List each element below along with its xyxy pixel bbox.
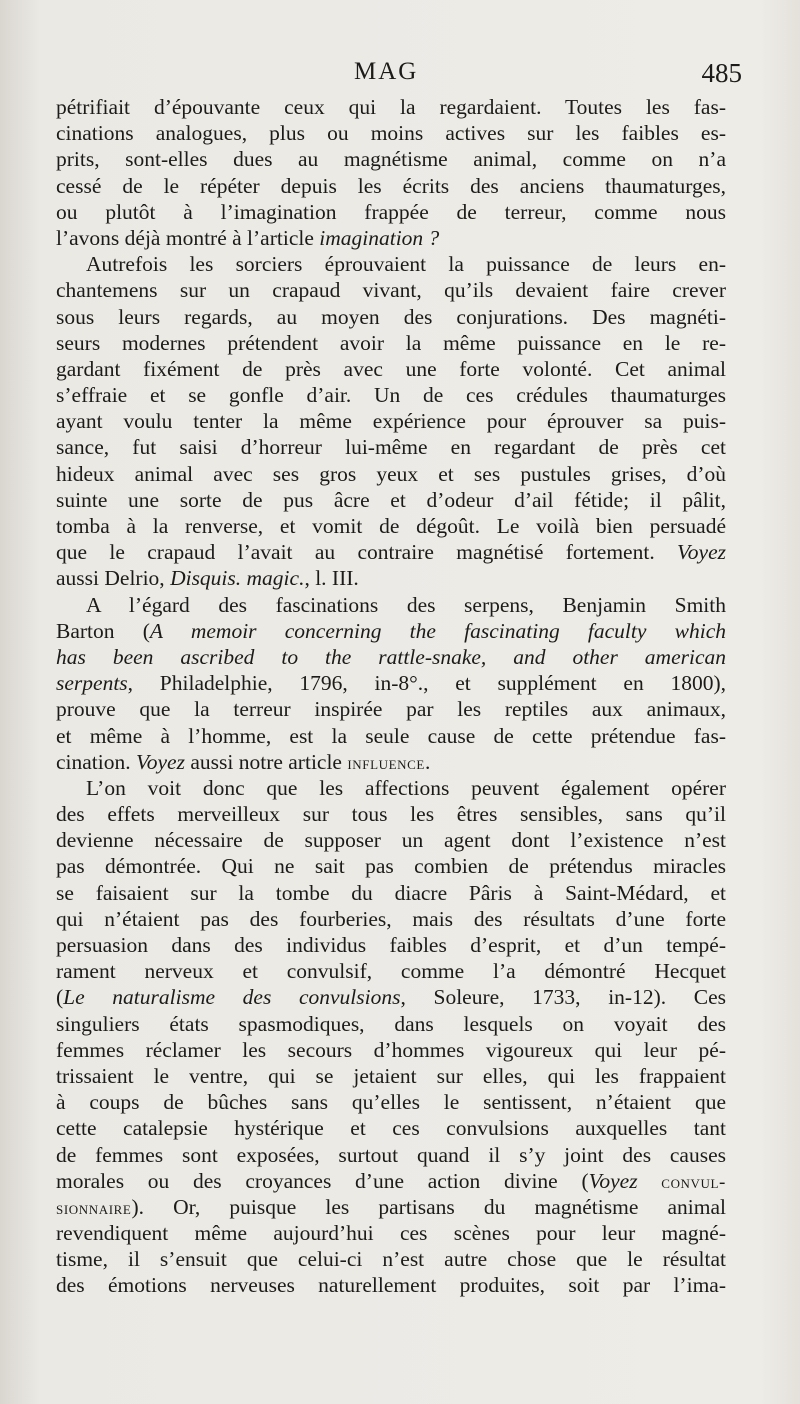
text-run: l’avons déjà montré à l’article	[56, 225, 320, 250]
text-run: L’on voit donc que les affections peuvent également opérer	[86, 775, 726, 800]
italic-text: Voyez	[677, 540, 726, 565]
small-caps-text: sionnaire	[56, 1197, 132, 1219]
text-line	[56, 644, 726, 670]
body-text	[56, 94, 726, 1299]
text-line	[56, 434, 726, 460]
text-line	[56, 958, 726, 984]
text-run: cination.	[56, 749, 137, 774]
text-line	[56, 565, 726, 591]
text-run: ou plutôt à l’imagination frappée de terreur, comme nous	[56, 199, 726, 224]
text-run: , Philadelphie, 1796, in-8°., et supplément en 1800),	[127, 671, 726, 696]
text-line	[56, 94, 726, 120]
text-line	[56, 1037, 726, 1063]
italic-text: Le naturalisme des convulsions	[63, 985, 401, 1010]
text-line	[56, 330, 726, 356]
italic-text: imagination ?	[319, 225, 440, 250]
running-head	[0, 58, 800, 94]
text-run: ayant voulu tenter la même expérience pour éprouver sa puis-	[56, 409, 726, 434]
text-line	[56, 1089, 726, 1115]
text-line	[56, 487, 726, 513]
text-line	[56, 723, 726, 749]
text-line	[56, 906, 726, 932]
text-run: cinations analogues, plus ou moins actives sur les faibles es-	[56, 121, 726, 146]
text-line	[56, 277, 726, 303]
text-run: seurs modernes prétendent avoir la même puissance en le re-	[56, 330, 726, 355]
italic-text: Voyez	[136, 749, 185, 774]
text-run: Barton (	[56, 618, 150, 643]
text-run: A l’égard des fascinations des serpens, Benjamin Smith	[86, 592, 726, 617]
text-run: chantemens sur un crapaud vivant, qu’ils devaient faire crever	[56, 278, 726, 303]
text-run: gardant fixément de près avec une forte volonté. Cet animal	[56, 356, 726, 381]
text-run: rament nerveux et convulsif, comme l’a démontré Hecquet	[56, 959, 726, 984]
italic-text: Voyez	[588, 1168, 638, 1193]
text-run: (	[56, 985, 64, 1010]
italic-text: has been ascribed to the rattle-snake, and other american	[56, 644, 726, 669]
text-line	[56, 251, 726, 277]
text-line	[56, 1011, 726, 1037]
running-title: MAG	[354, 58, 419, 85]
text-run: devienne nécessaire de supposer un agent dont l’existence n’est	[56, 828, 726, 853]
small-caps-text: convul-	[661, 1171, 726, 1193]
text-line	[56, 853, 726, 879]
text-run: singuliers états spasmodiques, dans lesquels on voyait des	[56, 1011, 726, 1036]
text-run: prouve que la terreur inspirée par les reptiles aux animaux,	[56, 697, 726, 722]
text-run: cessé de le répéter depuis les écrits des anciens thaumaturges,	[56, 173, 726, 198]
text-line	[56, 1115, 726, 1141]
text-run: que le crapaud l’avait au contraire magnétisé fortement.	[56, 540, 678, 565]
text-run: tomba à la renverse, et vomit de dégoût. Le voilà bien persuadé	[56, 514, 726, 538]
text-run: se faisaient sur la tombe du diacre Pâris à Saint-Médard, et	[56, 880, 726, 905]
text-run: .	[424, 749, 431, 774]
text-line	[56, 801, 726, 827]
text-line	[56, 539, 726, 565]
page-number: 485	[701, 58, 742, 88]
small-caps-text: influence	[347, 752, 425, 774]
text-run: à coups de bûches sans qu’elles le sentissent, n’étaient que	[56, 1090, 726, 1115]
text-run: hideux animal avec ses gros yeux et ses pustules grises, d’où	[56, 461, 726, 486]
text-run: femmes réclamer les secours d’hommes vigoureux qui leur pé-	[56, 1037, 726, 1062]
text-run: cette catalepsie hystérique et ces convulsions auxquelles tant	[56, 1116, 726, 1141]
text-line	[56, 513, 726, 539]
text-line	[56, 1168, 726, 1194]
text-line	[56, 696, 726, 722]
text-line	[56, 880, 726, 906]
text-run: sous leurs regards, au moyen des conjurations. Des magnéti-	[56, 304, 726, 329]
text-line	[56, 749, 726, 775]
text-line	[56, 670, 726, 696]
text-run: , l. III.	[304, 566, 359, 591]
text-run: pétrifiait d’épouvante ceux qui la regardaient. Toutes les fas-	[56, 95, 726, 119]
text-run: suinte une sorte de pus âcre et d’odeur d’ail fétide; il pâlit,	[56, 487, 726, 512]
text-line	[56, 304, 726, 330]
text-run: aussi notre article	[184, 749, 348, 774]
text-line	[56, 1272, 726, 1298]
text-run: pas démontrée. Qui ne sait pas combien de prétendus miracles	[56, 854, 726, 879]
text-run: revendiquent même aujourd’hui ces scènes pour leur magné-	[56, 1221, 726, 1246]
text-run: des émotions nerveuses naturellement produites, soit par l’ima-	[56, 1273, 726, 1298]
text-run: ). Or, puisque les partisans du magnétisme animal	[131, 1194, 726, 1219]
text-line	[56, 356, 726, 382]
text-run: de femmes sont exposées, surtout quand il s’y joint des causes	[56, 1142, 726, 1167]
text-run: des effets merveilleux sur tous les êtres sensibles, sans qu’il	[56, 802, 726, 827]
italic-text: A memoir concerning the fascinating faculty which	[149, 618, 726, 643]
text-run: , Soleure, 1733, in-12). Ces	[400, 985, 726, 1010]
text-run: Autrefois les sorciers éprouvaient la puissance de leurs en-	[86, 252, 726, 277]
text-run: s’effraie et se gonfle d’air. Un de ces crédules thaumaturges	[56, 383, 726, 408]
text-run: trissaient le ventre, qui se jetaient sur elles, qui les frappaient	[56, 1063, 726, 1088]
text-line	[56, 984, 726, 1010]
text-line	[56, 1063, 726, 1089]
text-line	[56, 1246, 726, 1272]
text-line	[56, 461, 726, 487]
text-line	[56, 408, 726, 434]
text-run	[638, 1169, 662, 1193]
text-line	[56, 382, 726, 408]
text-run: tisme, il s’ensuit que celui-ci n’est autre chose que le résultat	[56, 1247, 726, 1272]
text-run: prits, sont-elles dues au magnétisme animal, comme on n’a	[56, 147, 726, 172]
text-line	[56, 1142, 726, 1168]
italic-text: serpents	[56, 671, 128, 696]
text-line	[56, 1194, 726, 1220]
text-line	[56, 225, 726, 251]
italic-text: Disquis. magic.	[170, 566, 305, 591]
text-line	[56, 827, 726, 853]
text-line	[56, 199, 726, 225]
text-run: persuasion dans des individus faibles d’esprit, et d’un tempé-	[56, 933, 726, 957]
text-line	[56, 146, 726, 172]
text-line	[56, 592, 726, 618]
text-run: aussi Delrio,	[56, 566, 171, 591]
text-line	[56, 173, 726, 199]
text-run: morales ou des croyances d’une action divine (	[56, 1168, 589, 1193]
text-line	[56, 932, 726, 958]
text-run: sance, fut saisi d’horreur lui-même en regardant de près cet	[56, 435, 726, 460]
text-line	[56, 775, 726, 801]
text-run: et même à l’homme, est la seule cause de cette prétendue fas-	[56, 723, 726, 748]
text-line	[56, 1220, 726, 1246]
text-line	[56, 120, 726, 146]
text-run: qui n’étaient pas des fourberies, mais des résultats d’une forte	[56, 906, 726, 931]
text-line	[56, 618, 726, 644]
